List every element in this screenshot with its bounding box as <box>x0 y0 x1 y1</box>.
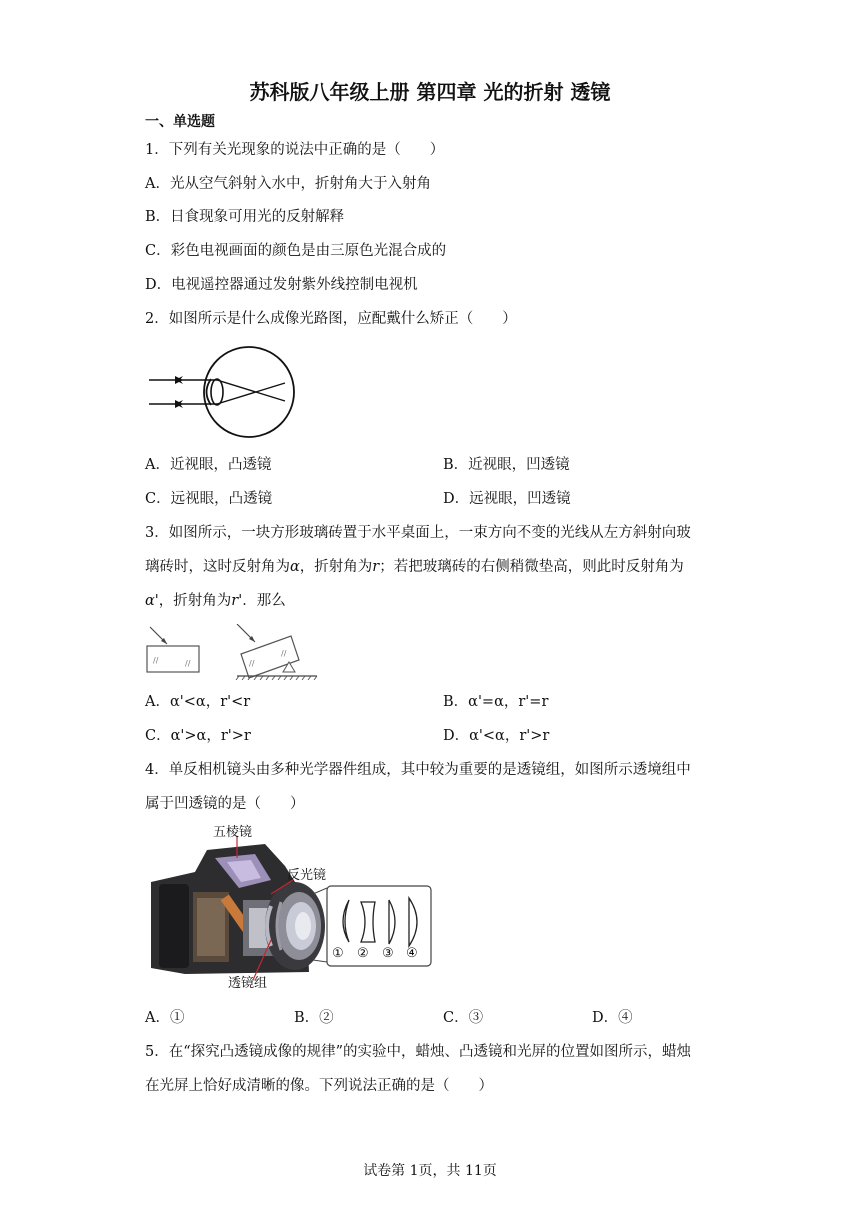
q3-option-b: B．α'=α，r'=r <box>443 694 549 710</box>
q3-line-3: α'，折射角为r'．那么 <box>145 593 286 609</box>
q3-line-2: 璃砖时，这时反射角为α，折射角为r；若把玻璃砖的右侧稍微垫高，则此时反射角为 <box>145 559 684 575</box>
eye-ray-diagram <box>145 344 297 440</box>
q1-stem: 1．下列有关光现象的说法中正确的是（ ） <box>145 142 445 158</box>
flat-brick <box>147 627 199 672</box>
q5-line-1: 5．在“探究凸透镜成像的规律”的实验中，蜡烛、凸透镜和光屏的位置如图所示，蜡烛 <box>145 1044 692 1060</box>
glass-brick-diagram <box>145 624 320 680</box>
q2-option-c: C．远视眼，凸透镜 <box>145 491 273 507</box>
label-lens-3: ③ <box>382 946 394 961</box>
page-title: 苏科版八年级上册 第四章 光的折射 透镜 <box>249 80 611 104</box>
svg-text://: // <box>281 649 287 658</box>
svg-text://: // <box>185 659 191 668</box>
q4-option-a: A．① <box>145 1010 185 1026</box>
label-lens-group: 透镜组 <box>228 976 268 991</box>
label-lens-2: ② <box>357 946 369 961</box>
q2-option-a: A．近视眼，凸透镜 <box>145 457 272 473</box>
q3-option-a: A．α'<α，r'<r <box>145 694 251 710</box>
label-mirror: 反光镜 <box>287 868 327 883</box>
page-footer: 试卷第 1页，共 11页 <box>363 1163 497 1179</box>
lens-barrel <box>265 882 325 970</box>
q2-option-d: D．远视眼，凹透镜 <box>443 491 571 507</box>
label-lens-4: ④ <box>406 946 418 961</box>
q4-option-b: B．② <box>294 1010 334 1026</box>
q2-option-b: B．近视眼，凹透镜 <box>443 457 570 473</box>
slr-camera-diagram <box>145 822 435 994</box>
q4-option-d: D．④ <box>592 1010 633 1026</box>
q5-line-2: 在光屏上恰好成清晰的像。下列说法正确的是（ ） <box>145 1078 493 1094</box>
q2-stem: 2．如图所示是什么成像光路图，应配戴什么矫正（ ） <box>145 311 517 327</box>
q3-line-1: 3．如图所示，一块方形玻璃砖置于水平桌面上，一束方向不变的光线从左方斜射向玻 <box>145 525 691 541</box>
q4-line-1: 4．单反相机镜头由多种光学器件组成，其中较为重要的是透镜组，如图所示透境组中 <box>145 762 691 778</box>
eye-lens <box>211 379 223 405</box>
svg-text://: // <box>249 659 255 668</box>
q1-option-b: B．日食现象可用光的反射解释 <box>145 209 345 225</box>
label-lens-1: ① <box>332 946 344 961</box>
q1-option-d: D．电视遥控器通过发射紫外线控制电视机 <box>145 277 418 293</box>
svg-text://: // <box>153 656 159 665</box>
q3-option-d: D．α'<α，r'>r <box>443 728 550 744</box>
q4-line-2: 属于凹透镜的是（ ） <box>145 796 305 812</box>
q1-option-c: C．彩色电视画面的颜色是由三原色光混合成的 <box>145 243 447 259</box>
refracted-ray-top <box>217 380 285 401</box>
raised-brick <box>236 624 317 680</box>
q4-option-c: C．③ <box>443 1010 484 1026</box>
section-heading: 一、单选题 <box>145 114 215 130</box>
q3-option-c: C．α'>α，r'>r <box>145 728 251 744</box>
label-prism: 五棱镜 <box>213 825 253 840</box>
refracted-ray-bottom <box>217 383 285 404</box>
q1-option-a: A．光从空气斜射入水中，折射角大于入射角 <box>145 176 431 192</box>
